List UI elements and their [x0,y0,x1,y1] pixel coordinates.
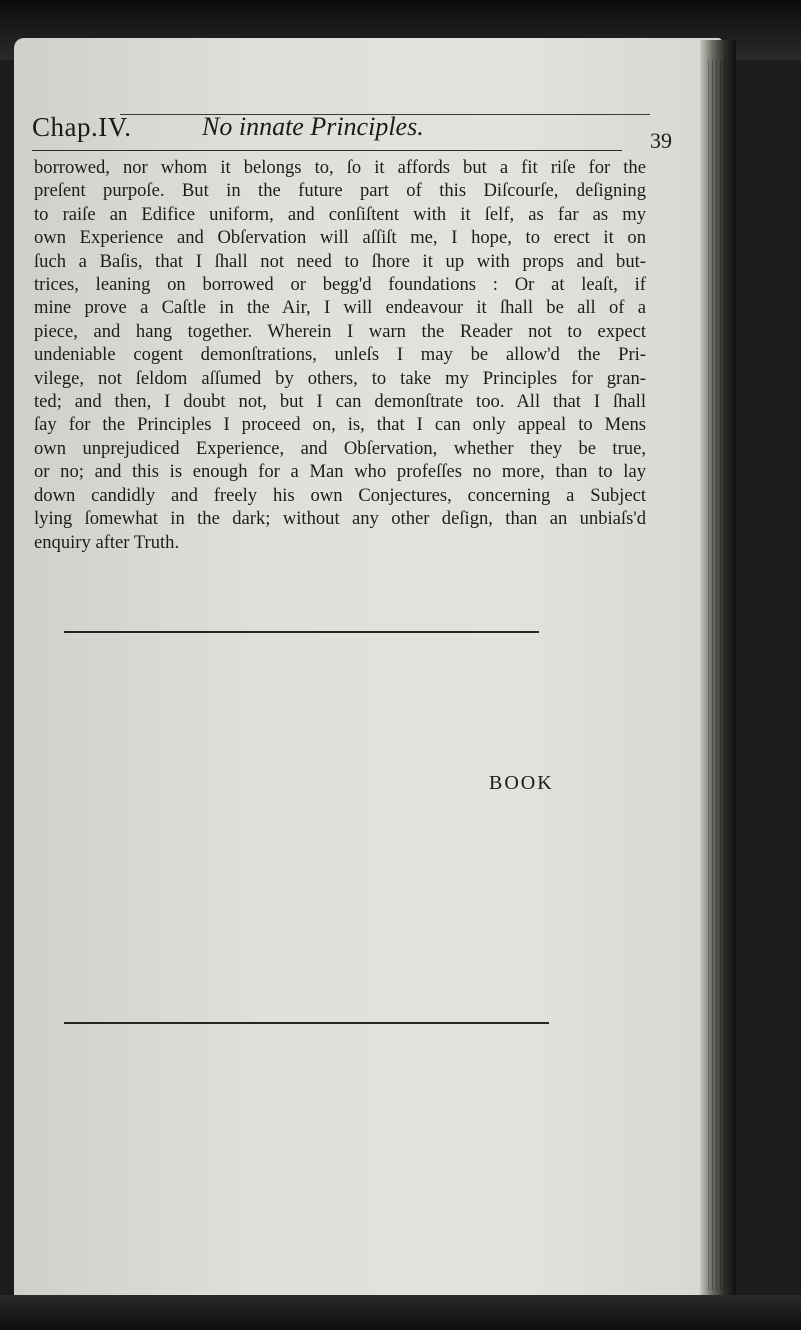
text-line: enquiry after Truth. [34,531,180,553]
text-line: undeniable cogent demonſtrations, unleſs I may be allow'd the Pri- [34,344,646,366]
page-edges [708,60,728,1290]
text-line: down candidly and freely his own Conjectures, concerning a Subject [34,484,646,506]
text-line: lying ſomewhat in the dark; without any other deſign, than an unbiaſs'd [34,508,646,530]
text-line: mine prove a Caſtle in the Air, I will endeavour it ſhall be all of a [34,297,646,319]
text-line: vilege, not ſeldom aſſumed by others, to take my Principles for gran- [34,367,646,389]
running-title: No innate Principles. [202,112,424,141]
text-line: ted; and then, I doubt not, but I can demonſtrate too. All that I ſhall [34,391,646,413]
text-line: or no; and this is enough for a Man who profeſſes no more, than to lay [34,461,646,483]
text-line: piece, and hang together. Wherein I warn the Reader not to expect [34,320,646,342]
chapter-label: Chap.IV. [32,112,132,142]
text-line: ſay for the Principles I proceed on, is, that I can only appeal to Mens [34,414,646,436]
text-line: borrowed, nor whom it belongs to, ſo it affords but a fit riſe for the [34,157,646,178]
scan-background-bottom [0,1295,801,1330]
text-line: own unprejudiced Experience, and Obſervation, whether they be true, [34,437,646,459]
section-rule [64,631,539,633]
text-line: ſuch a Baſis, that I ſhall not need to ſhore it up with props and but- [34,250,646,272]
text-line: preſent purpoſe. But in the future part of this Diſcourſe, deſigning [34,180,646,202]
page-number: 39 [650,128,672,153]
text-line: trices, leaning on borrowed or begg'd foundations : Or at leaſt, if [34,274,646,296]
text-line: own Experience and Obſervation will aſſiſt me, I hope, to erect it on [34,227,646,249]
catchword: BOOK [489,772,554,794]
body-paragraph [34,156,646,554]
running-header [32,112,672,153]
header-rule [32,150,622,151]
section-rule-bottom [64,1022,549,1024]
text-line: to raiſe an Edifice uniform, and conſiſtent with it ſelf, as far as my [34,203,646,225]
